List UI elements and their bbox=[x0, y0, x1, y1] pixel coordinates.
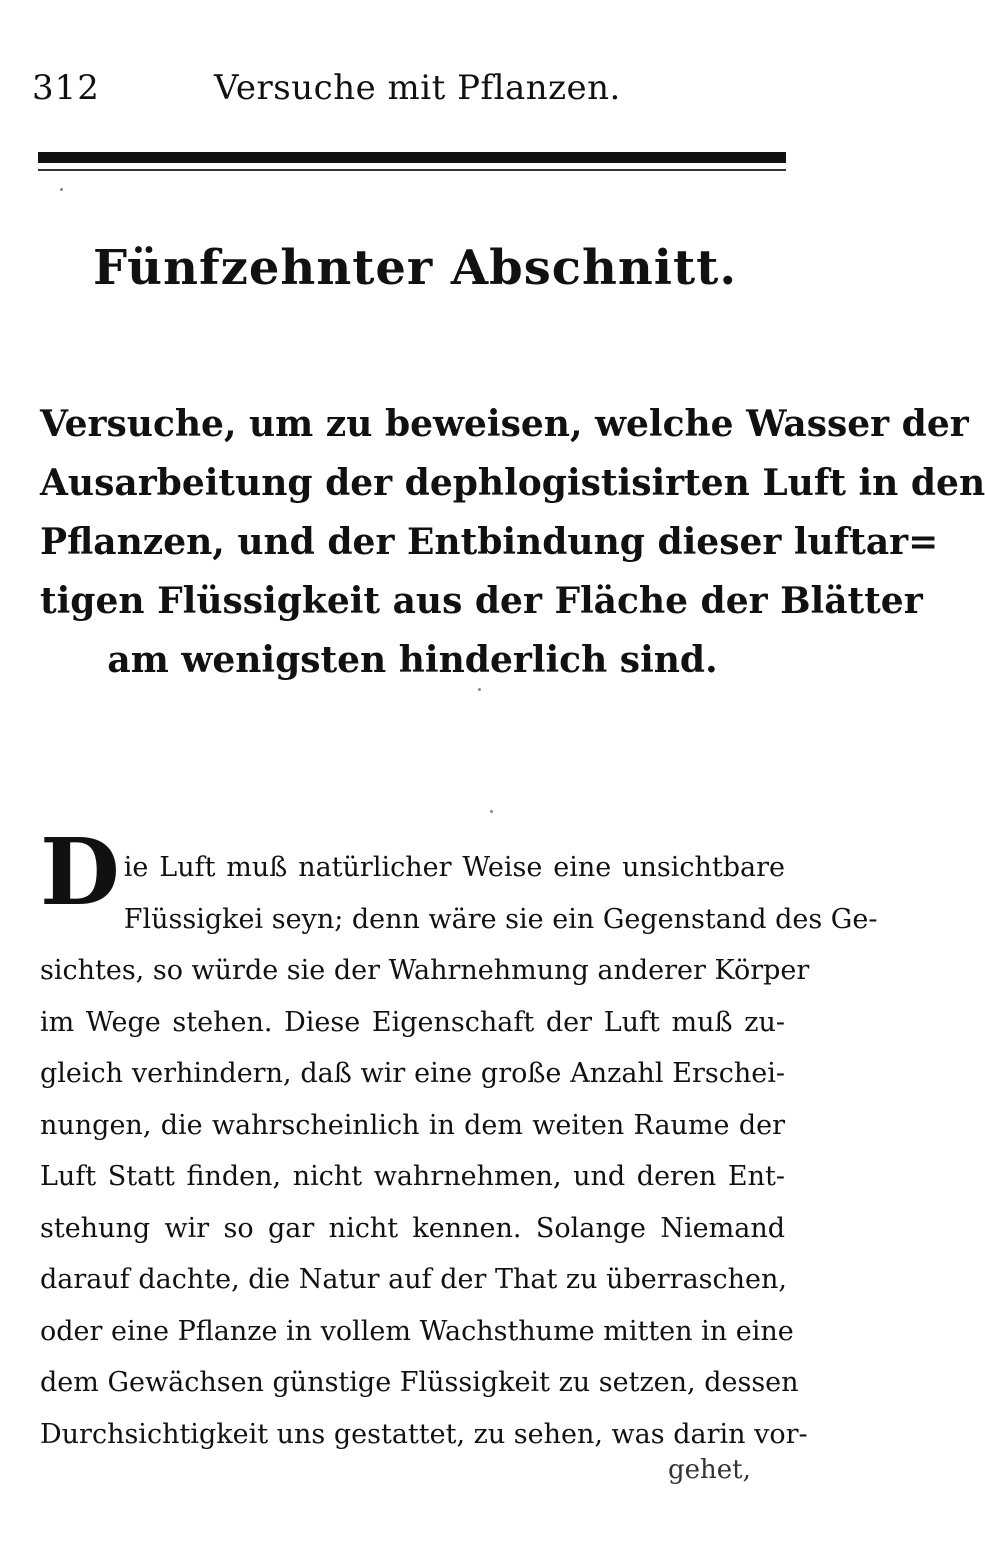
body-line: Durchsichtigkeit uns gestattet, zu sehen, was darin vor- bbox=[40, 1418, 808, 1450]
body-line: dem Gewächsen günstige Flüssigkeit zu setzen, dessen bbox=[40, 1367, 799, 1398]
body-line: stehung wir so gar nicht kennen. Solange Niemand bbox=[40, 1212, 785, 1244]
page-header bbox=[32, 68, 792, 128]
body-line: Flüssigkei seyn; denn wäre sie ein Gegenstand des Ge- bbox=[123, 903, 878, 935]
catchword: gehet, bbox=[668, 1455, 751, 1485]
print-speck bbox=[490, 810, 493, 813]
header-rule-thin bbox=[38, 169, 786, 171]
section-heading-line: am wenigsten hinderlich sind. bbox=[107, 639, 718, 681]
header-rule-thick bbox=[38, 152, 786, 163]
body-line: Luft Statt finden, nicht wahrnehmen, und deren Ent- bbox=[40, 1161, 785, 1192]
print-speck bbox=[60, 188, 63, 191]
page-number: 312 bbox=[32, 68, 100, 108]
print-speck bbox=[478, 688, 481, 691]
body-line: nungen, die wahrscheinlich in dem weiten Raume der bbox=[40, 1109, 785, 1141]
body-line: oder eine Pflanze in vollem Wachsthume mitten in eine bbox=[40, 1315, 794, 1347]
body-line: im Wege stehen. Diese Eigenschaft der Luft muß zu- bbox=[40, 1006, 785, 1038]
body-line: sichtes, so würde sie der Wahrnehmung anderer Körper bbox=[40, 955, 810, 986]
section-heading-line: Pflanzen, und der Entbindung dieser luftar= bbox=[40, 521, 939, 563]
section-heading bbox=[40, 395, 985, 690]
section-heading-line: tigen Flüssigkeit aus der Fläche der Blätter bbox=[40, 580, 923, 622]
running-title: Versuche mit Pflanzen. bbox=[214, 68, 621, 108]
section-heading-line: Versuche, um zu beweisen, welche Wasser der bbox=[40, 403, 969, 445]
body-paragraph bbox=[40, 818, 878, 1460]
body-line: darauf dachte, die Natur auf der That zu überraschen, bbox=[40, 1264, 787, 1295]
drop-cap: D bbox=[40, 818, 120, 926]
body-line: ie Luft muß natürlicher Weise eine unsichtbare bbox=[123, 852, 785, 883]
section-heading-line: Ausarbeitung der dephlogistisirten Luft in den bbox=[40, 462, 985, 504]
chapter-title: Fünfzehnter Abschnitt. bbox=[92, 240, 738, 296]
body-line: gleich verhindern, daß wir eine große Anzahl Erschei- bbox=[40, 1058, 785, 1089]
